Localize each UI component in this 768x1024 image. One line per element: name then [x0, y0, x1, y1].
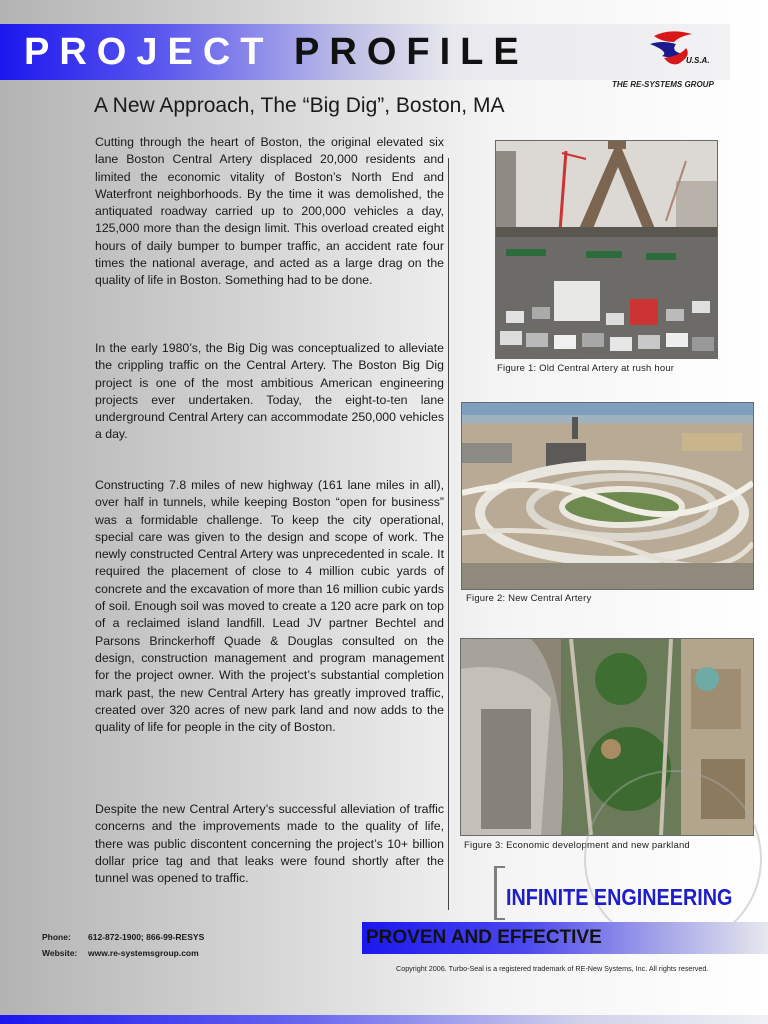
- logo-usa-label: U.S.A.: [686, 56, 710, 65]
- paragraph-1: Cutting through the heart of Boston, the original elevated six lane Boston Central Artery displaced 20,000 residents and limited the economic vitality of Boston’s North End and Waterfront neighborhoods. By the time it was demolished, the antiquated roadway carried up to 200,000 vehicles a day, 125,000 more than the design limit. This overload created eight hours of daily bumper to bumper traffic, an accident rate four times the national average, and acted as a large drag on the quality of life in Boston. Something had to be done.: [95, 135, 444, 288]
- document-subtitle: A New Approach, The “Big Dig”, Boston, MA: [94, 94, 505, 117]
- figure-2-caption: Figure 2: New Central Artery: [466, 593, 592, 604]
- website-link[interactable]: www.re-systemsgroup.com: [88, 948, 199, 958]
- website-label: Website:: [42, 948, 78, 958]
- tagline-proven-effective: PROVEN AND EFFECTIVE: [366, 927, 602, 948]
- bottom-band: [0, 1015, 768, 1024]
- tagline-infinite-engineering: INFINITE ENGINEERING: [506, 884, 733, 910]
- title-word-project: PROJECT: [24, 31, 274, 73]
- copyright-notice: Copyright 2006. Turbo-Seal is a registered trademark of RE-New Systems, Inc. All rights reserved.: [396, 964, 709, 973]
- paragraph-4: Despite the new Central Artery’s successful alleviation of traffic concerns and the improvements made to the quality of life, there was public discontent concerning the project’s 10+ billion dollar price tag and that leaks were found shortly after the tunnel was opened to traffic.: [95, 802, 444, 886]
- title-word-profile: PROFILE: [294, 31, 529, 73]
- decorative-bracket: [494, 866, 505, 920]
- figure-1-caption: Figure 1: Old Central Artery at rush hour: [497, 363, 675, 374]
- figure-3-caption: Figure 3: Economic development and new parkland: [464, 840, 690, 851]
- paragraph-3: Constructing 7.8 miles of new highway (161 lane miles in all), over half in tunnels, while keeping Boston “open for business” was a formidable challenge. To keep the city operational, special care was given to the design and scope of work. The newly constructed Central Artery was unprecedented in scale. It required the placement of close to 4 million cubic yards of concrete and the excavation of more than 16 million cubic yards of soil. Enough soil was moved to create a 120 acre park on top of a reclaimed island landfill. Lead JV partner Bechtel and Parsons Brinckerhoff Quade & Douglas consulted on the design, construction management and program management for the project owner. With the project’s substantial completion mark past, the new Central Artery has greatly improved traffic, created over 320 acres of new park land and now adds to the quality of life for people in the city of Boston.: [95, 478, 444, 735]
- phone-value: 612-872-1900; 866-99-RESYS: [88, 932, 205, 942]
- figure-1-image: [495, 140, 718, 359]
- phone-label: Phone:: [42, 932, 71, 942]
- paragraph-2: In the early 1980’s, the Big Dig was conceptualized to alleviate the crippling traffic on the Central Artery. The Boston Big Dig project is one of the most ambitious American engineering projects ever undertaken. Today, the eight-to-ten lane underground Central Artery can accommodate 250,000 vehicles a day.: [95, 341, 444, 442]
- column-divider: [448, 158, 449, 910]
- figure-2-image: [461, 402, 754, 590]
- page-title: [24, 28, 529, 76]
- logo-tagline: THE RE-SYSTEMS GROUP: [612, 80, 714, 89]
- re-systems-logo: [640, 26, 714, 72]
